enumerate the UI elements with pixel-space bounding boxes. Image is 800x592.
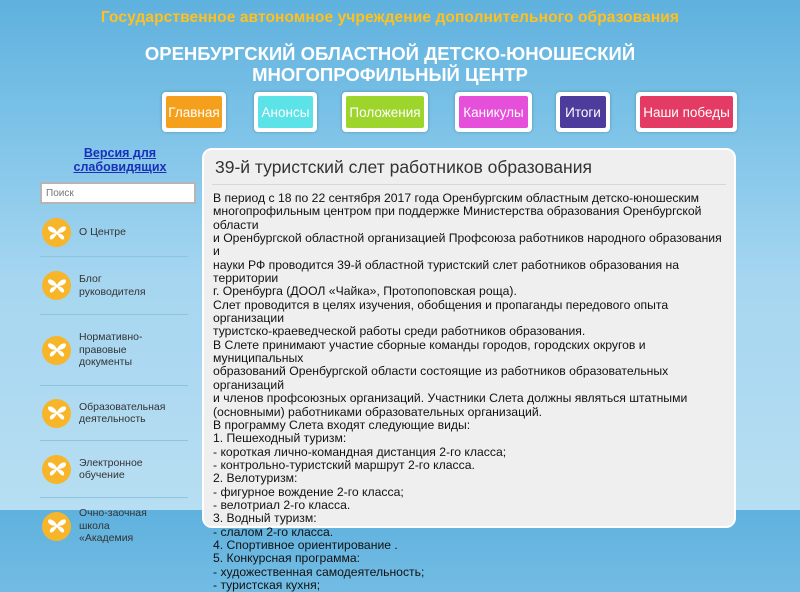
sidebar-item-label: Блог руководителя: [79, 273, 146, 298]
nav-item-home[interactable]: [162, 92, 226, 132]
article-line: - контрольно-туристский маршрут 2-го класса.: [213, 457, 475, 472]
butterfly-icon: [42, 271, 71, 300]
nav-item-victories[interactable]: [636, 92, 737, 132]
article-line: (основными) работниками образовательных организаций.: [213, 404, 543, 419]
article-line: и Оренбургской областной организацией Профсоюза работников народного образования и: [213, 231, 722, 259]
nav-label-holidays: Каникулы: [459, 96, 528, 128]
butterfly-icon: [42, 455, 71, 484]
article-line: многопрофильным центром при поддержке Министерства образования Оренбургской области: [213, 204, 702, 232]
site-title[interactable]: [130, 43, 650, 85]
butterfly-icon: [42, 512, 71, 541]
sidebar-item-legal-documents[interactable]: [40, 315, 188, 386]
sidebar-item-label: О Центре: [79, 226, 126, 239]
article-line: - туристская кухня;: [213, 577, 321, 592]
org-subtitle: Государственное автономное учреждение дополнительного образования: [100, 9, 680, 26]
title-divider: [212, 184, 726, 185]
sidebar-item-education[interactable]: [40, 386, 188, 441]
nav-label-regulations: Положения: [346, 96, 424, 128]
article-line: и членов профсоюзных организаций. Участники Слета должны являться штатными: [213, 391, 688, 406]
accessibility-version-link[interactable]: Версия для слабовидящих: [73, 146, 167, 174]
article-line: 5. Конкурсная программа:: [213, 551, 361, 566]
article-title: 39-й туристский слет работников образования: [215, 157, 592, 177]
article-line: 2. Велотуризм:: [213, 471, 298, 486]
article-body: [213, 192, 728, 592]
sidebar-item-e-learning[interactable]: [40, 441, 188, 498]
article-line: В программу Слета входят следующие виды:: [213, 417, 471, 432]
article-line: 3. Водный туризм:: [213, 511, 317, 526]
sidebar-menu: [40, 209, 200, 554]
article-line: Слет проводится в целях изучения, обобщения и пропаганды передового опыта организации: [213, 297, 669, 326]
butterfly-icon: [42, 218, 71, 247]
site-title-line-1: ОРЕНБУРГСКИЙ ОБЛАСТНОЙ ДЕТСКО-ЮНОШЕСКИЙ: [144, 43, 636, 64]
nav-item-announcements[interactable]: [254, 92, 317, 132]
article-line: - фигурное вождение 2-го класса;: [213, 484, 404, 499]
article-line: образований Оренбургской области состоящие из работников образовательных организаций: [213, 364, 669, 392]
sidebar-item-blog[interactable]: [40, 257, 188, 315]
nav-label-home: Главная: [166, 96, 222, 128]
search-input[interactable]: [40, 182, 196, 204]
article-line: науки РФ проводится 39-й областной туристский слет работников образования на территории: [213, 257, 679, 286]
article-line: 4. Спортивное ориентирование .: [213, 537, 398, 552]
article-line: В Слете принимают участие сборные команды городов, городских округов и муниципальных: [213, 337, 646, 366]
article-line: - велотриал 2-го класса.: [213, 497, 351, 512]
site-title-line-2: МНОГОПРОФИЛЬНЫЙ ЦЕНТР: [252, 64, 528, 85]
nav-label-announcements: Анонсы: [258, 96, 313, 128]
nav-label-results: Итоги: [560, 96, 606, 128]
article-line: - короткая лично-командная дистанция 2-го класса;: [213, 444, 507, 459]
nav-item-regulations[interactable]: [342, 92, 428, 132]
nav-label-victories: Наши победы: [640, 96, 733, 128]
article-line: В период с 18 по 22 сентября 2017 года Оренбургским областным детско-юношеским: [213, 191, 700, 205]
sidebar-item-label: Электронное обучение: [79, 456, 143, 481]
sidebar: [40, 146, 200, 554]
sidebar-item-about[interactable]: [40, 209, 188, 257]
article-panel: [202, 148, 736, 592]
sidebar-item-academy[interactable]: [40, 498, 188, 554]
sidebar-item-label: Очно-заочная школа «Академия: [79, 507, 147, 545]
article-line: 1. Пешеходный туризм:: [213, 431, 347, 446]
main-nav: [0, 92, 800, 136]
article-line: туристско-краеведческой работы среди работников образования.: [213, 324, 586, 339]
nav-item-holidays[interactable]: [455, 92, 532, 132]
article-line: г. Оренбурга (ДООЛ «Чайка», Протопоповская роща).: [213, 284, 517, 299]
butterfly-icon: [42, 336, 71, 365]
sidebar-item-label: Образовательная деятельность: [79, 400, 166, 425]
article-line: - художественная самодеятельность;: [213, 564, 425, 579]
article-line: - слалом 2-го класса.: [213, 524, 334, 539]
sidebar-item-label: Нормативно-правовые документы: [79, 331, 143, 369]
butterfly-icon: [42, 399, 71, 428]
nav-item-results[interactable]: [556, 92, 610, 132]
